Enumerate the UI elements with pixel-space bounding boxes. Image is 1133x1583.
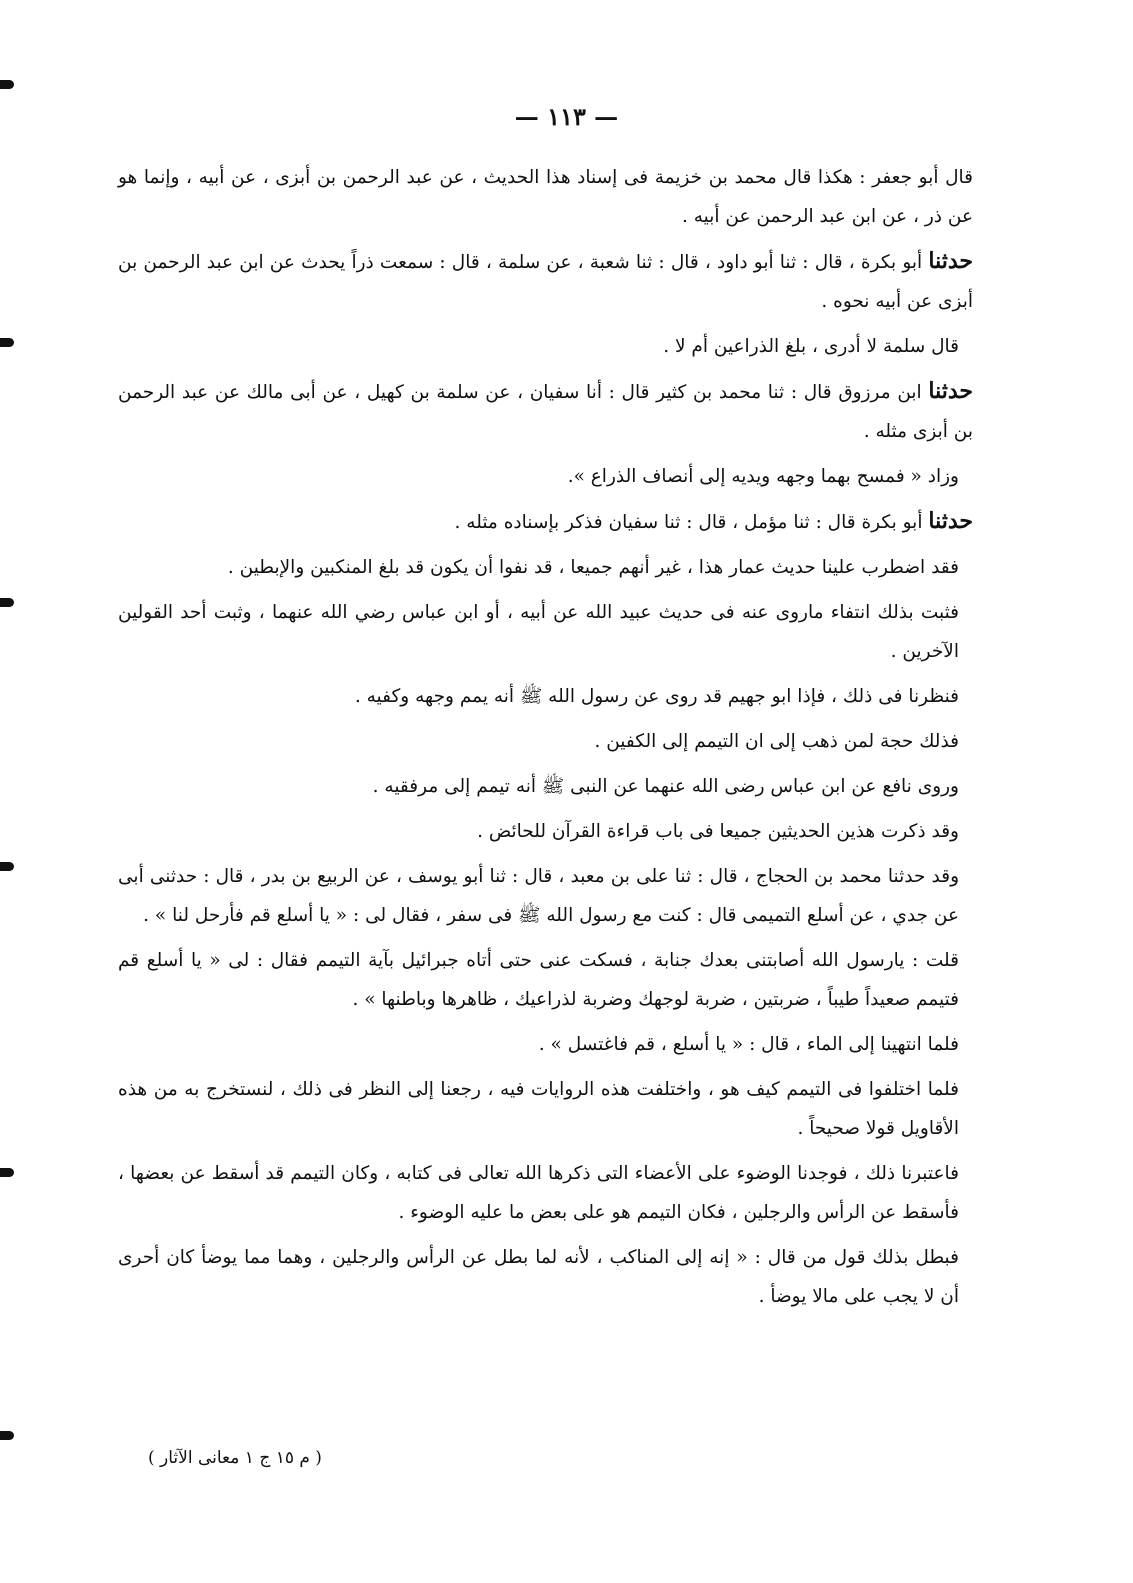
- paragraph-text: وزاد « فمسح بهما وجهه ويديه إلى أنصاف الذراع ».: [567, 466, 959, 487]
- paragraph-text: فذلك حجة لمن ذهب إلى ان التيمم إلى الكفين .: [594, 731, 959, 752]
- paragraph-text: فثبت بذلك انتفاء ماروى عنه فى حديث عبيد الله عن أبيه ، أو ابن عباس رضي الله عنهما ، وثبت أحد القولين الآخرين .: [118, 602, 959, 662]
- binding-mark: [0, 598, 14, 607]
- paragraph-text: قال أبو جعفر : هكذا قال محمد بن خزيمة فى إسناد هذا الحديث ، عن عبد الرحمن بن أبزى ، عن أبيه ، وإنما هو عن ذر ، عن ابن عبد الرحمن عن أبيه .: [118, 167, 973, 227]
- binding-mark: [0, 338, 14, 347]
- paragraph-text: قلت : يارسول الله أصابتنى بعدك جنابة ، فسكت عنى حتى أتاه جبرائيل بآية التيمم فقال : لى « يا أسلع قم فتيمم صعيداً طيباً ، ضربتين ، ضربة لوجهك وضربة لذراعيك ، ظاهرها وباطنها » .: [118, 950, 959, 1010]
- paragraph-text: أبو بكرة ، قال : ثنا أبو داود ، قال : ثنا شعبة ، عن سلمة ، قال : سمعت ذراً يحدث عن ابن عبد الرحمن بن أبزى عن أبيه نحوه .: [118, 252, 973, 312]
- paragraph: [118, 457, 973, 496]
- paragraph: [118, 941, 973, 1019]
- paragraph-text: أبو بكرة قال : ثنا مؤمل ، قال : ثنا سفيان فذكر بإسناده مثله .: [454, 512, 923, 533]
- paragraph: [118, 1154, 973, 1232]
- binding-mark: [0, 1168, 14, 1177]
- paragraph: [118, 372, 973, 451]
- binding-mark: [0, 862, 14, 871]
- paragraph: [118, 677, 973, 716]
- paragraph-text: فلما اختلفوا فى التيمم كيف هو ، واختلفت هذه الروايات فيه ، رجعنا إلى النظر فى ذلك ، لنستخرج به من هذه الأقاويل قولا صحيحاً .: [118, 1079, 959, 1139]
- paragraph: [118, 593, 973, 671]
- paragraph: [118, 1070, 973, 1148]
- paragraph-text: فاعتبرنا ذلك ، فوجدنا الوضوء على الأعضاء التى ذكرها الله تعالى فى كتابه ، وكان التيمم قد أسقط عن بعضها ، فأسقط عن الرأس والرجلين ، فكان التيمم هو على بعض ما عليه الوضوء .: [118, 1163, 959, 1223]
- paragraph: [118, 548, 973, 587]
- paragraph-text: فلما انتهينا إلى الماء ، قال : « يا أسلع ، قم فاغتسل » .: [538, 1034, 959, 1055]
- paragraph-text: وقد ذكرت هذين الحديثين جميعا فى باب قراءة القرآن للحائض .: [477, 821, 959, 842]
- paragraph: [118, 812, 973, 851]
- page-number: — ١١٣ —: [514, 102, 619, 131]
- body-text: [118, 158, 973, 1322]
- paragraph: [118, 502, 973, 542]
- paragraph-text: فقد اضطرب علينا حديث عمار هذا ، غير أنهم جميعا ، قد نفوا أن يكون قد بلغ المنكبين والإبطين .: [227, 557, 959, 578]
- paragraph: [118, 857, 973, 935]
- paragraph-text: وروى نافع عن ابن عباس رضى الله عنهما عن النبى ﷺ أنه تيمم إلى مرفقيه .: [372, 776, 959, 797]
- paragraph-text: قال سلمة لا أدرى ، بلغ الذراعين أم لا .: [663, 336, 959, 357]
- paragraph: [118, 327, 973, 366]
- hadith-lead-word: حدثنا: [928, 378, 973, 404]
- footer-signature: ( م ١٥ ج ١ معانى الآثار ): [148, 1448, 322, 1468]
- hadith-lead-word: حدثنا: [928, 508, 973, 534]
- paragraph: [118, 1025, 973, 1064]
- paragraph: [118, 722, 973, 761]
- paragraph-text: وقد حدثنا محمد بن الحجاج ، قال : ثنا على بن معبد ، قال : ثنا أبو يوسف ، عن الربيع بن بدر ، قال : حدثنى أبى عن جدي ، عن أسلع التميمى قال : كنت مع رسول الله ﷺ فى سفر ، فقال لى : « يا أسلع قم فأرحل لنا » .: [118, 866, 959, 926]
- paragraph-text: فنظرنا فى ذلك ، فإذا ابو جهيم قد روى عن رسول الله ﷺ أنه يمم وجهه وكفيه .: [354, 686, 959, 707]
- binding-mark: [0, 80, 14, 89]
- binding-mark: [0, 1431, 14, 1440]
- paragraph: [118, 1238, 973, 1316]
- paragraph: [118, 158, 973, 236]
- paragraph-text: ابن مرزوق قال : ثنا محمد بن كثير قال : أنا سفيان ، عن سلمة بن كهيل ، عن أبى مالك عن عبد الرحمن بن أبزى مثله .: [118, 382, 973, 442]
- paragraph: [118, 242, 973, 321]
- paragraph-text: فبطل بذلك قول من قال : « إنه إلى المناكب ، لأنه لما بطل عن الرأس والرجلين ، وهما مما يوضأ كان أحرى أن لا يجب على مالا يوضأ .: [118, 1247, 959, 1307]
- paragraph: [118, 767, 973, 806]
- hadith-lead-word: حدثنا: [928, 248, 973, 274]
